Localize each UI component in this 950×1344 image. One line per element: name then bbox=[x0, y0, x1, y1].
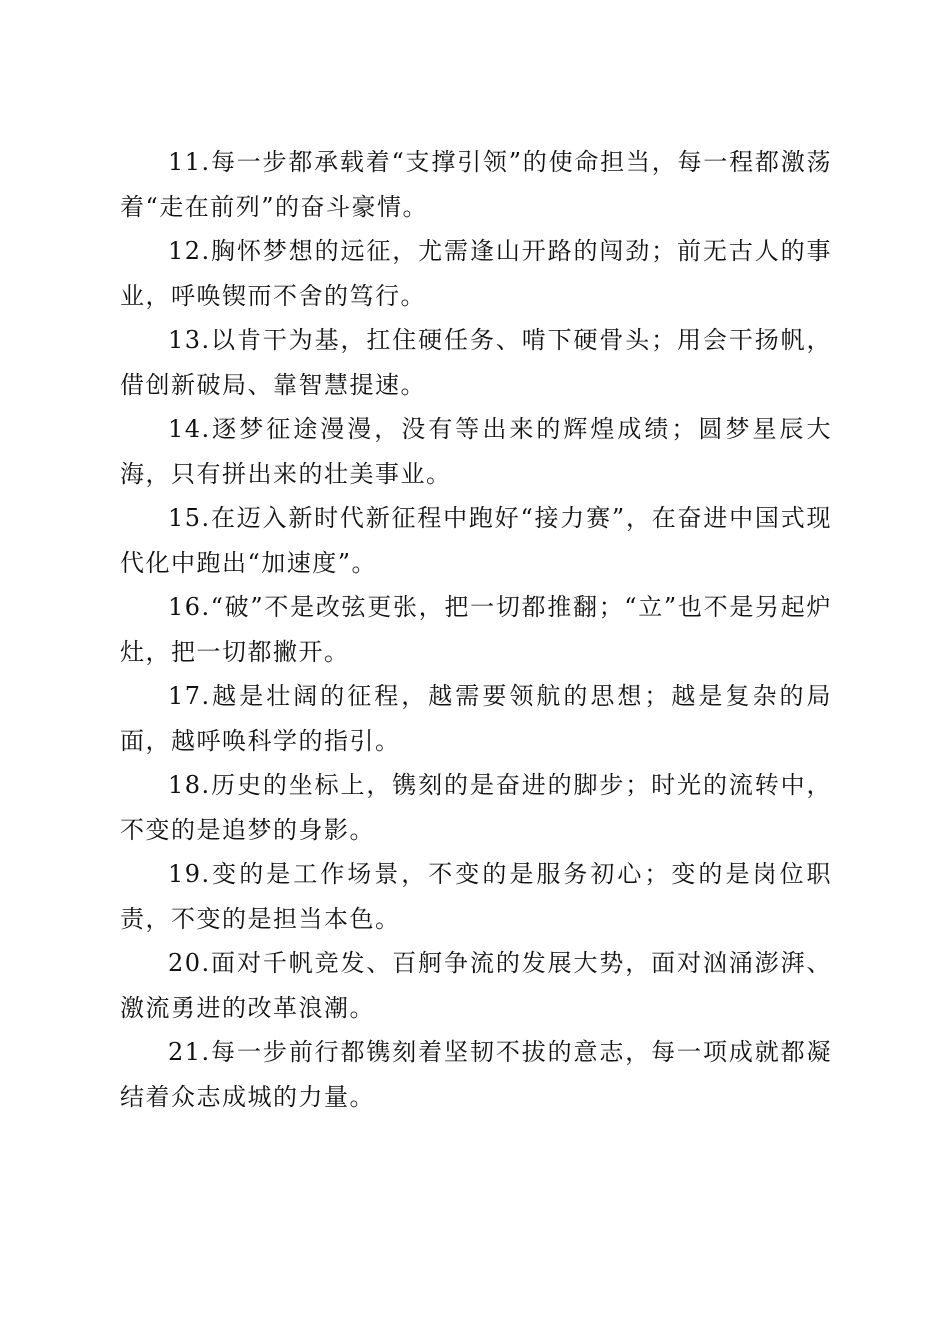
paragraph-20: 20.面对千帆竞发、百舸争流的发展大势，面对汹涌澎湃、激流勇进的改革浪潮。 bbox=[120, 949, 832, 1022]
paragraph-12: 12.胸怀梦想的远征，尤需逢山开路的闯劲；前无古人的事业，呼唤锲而不舍的笃行。 bbox=[120, 237, 832, 310]
paragraph-18: 18.历史的坐标上，镌刻的是奋进的脚步；时光的流转中，不变的是追梦的身影。 bbox=[120, 771, 832, 844]
paragraph-21: 21.每一步前行都镌刻着坚韧不拔的意志，每一项成就都凝结着众志成城的力量。 bbox=[120, 1038, 832, 1111]
document-body bbox=[120, 140, 832, 1119]
paragraph-11: 11.每一步都承载着“支撑引领”的使命担当，每一程都激荡着“走在前列”的奋斗豪情。 bbox=[120, 148, 832, 221]
paragraph-14: 14.逐梦征途漫漫，没有等出来的辉煌成绩；圆梦星辰大海，只有拼出来的壮美事业。 bbox=[120, 415, 832, 488]
paragraph-15: 15.在迈入新时代新征程中跑好“接力赛”，在奋进中国式现代化中跑出“加速度”。 bbox=[120, 504, 832, 577]
paragraph-13: 13.以肯干为基，扛住硬任务、啃下硬骨头；用会干扬帆，借创新破局、靠智慧提速。 bbox=[120, 326, 832, 399]
paragraph-16: 16.“破”不是改弦更张，把一切都推翻；“立”也不是另起炉灶，把一切都撇开。 bbox=[120, 593, 832, 666]
paragraph-17: 17.越是壮阔的征程，越需要领航的思想；越是复杂的局面，越呼唤科学的指引。 bbox=[120, 682, 832, 755]
paragraph-19: 19.变的是工作场景，不变的是服务初心；变的是岗位职责，不变的是担当本色。 bbox=[120, 860, 832, 933]
